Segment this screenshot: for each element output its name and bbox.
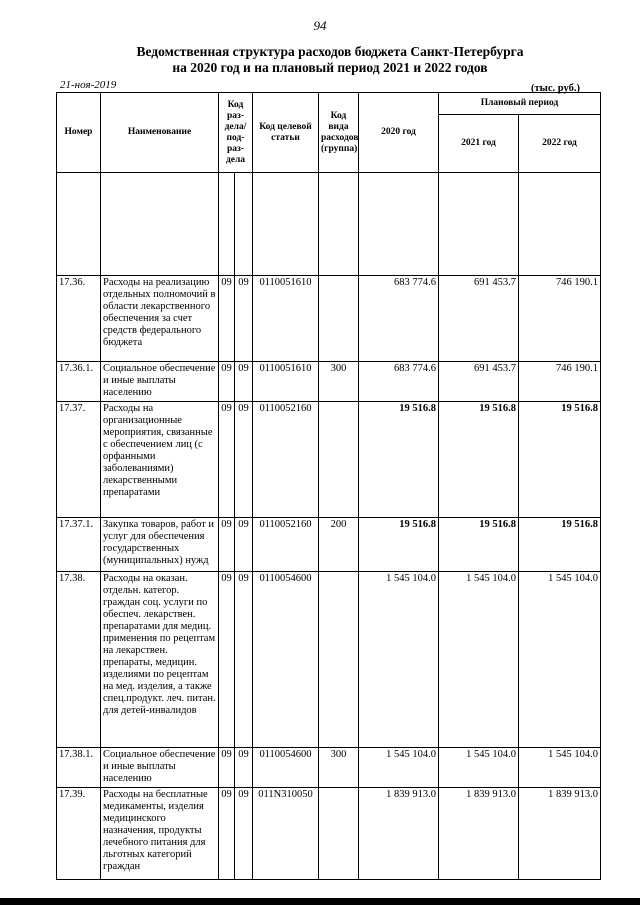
table-row	[57, 518, 601, 572]
row-2020: 683 774.6	[359, 362, 439, 402]
page-number: 94	[313, 18, 327, 33]
row-name: Социальное обеспечение и иные выплаты населению	[101, 748, 219, 788]
title-line-2: на 2020 год и на плановый период 2021 и 2022 годов	[172, 60, 488, 75]
row-2021: 19 516.8	[439, 518, 519, 572]
row-2020: 1 839 913.0	[359, 788, 439, 880]
table-body	[57, 276, 601, 880]
row-2020: 1 545 104.0	[359, 572, 439, 748]
header-planned-period: Плановый период	[439, 93, 601, 115]
row-2021: 691 453.7	[439, 276, 519, 362]
table-row	[57, 362, 601, 402]
row-section: 09	[219, 402, 235, 518]
row-subsection: 09	[235, 518, 253, 572]
header-name: Наименование	[101, 93, 219, 173]
header-2021: 2021 год	[439, 115, 519, 173]
row-number: 17.36.1.	[57, 362, 101, 402]
row-name: Расходы на оказан. отдельн. категор. граждан соц. услуги по обеспеч. лекарствен. препаратами для медиц. применения по рецептам на лекарствен. препараты, медицин. изделиями по рецептам на мед. изделия, а также спец.продукт. леч. питан. для детей-инвалидов	[101, 572, 219, 748]
header-2020: 2020 год	[359, 93, 439, 173]
header-section-code: Код раз-дела/ под-раз-дела	[219, 93, 253, 173]
row-kind: 300	[319, 748, 359, 788]
row-name: Закупка товаров, работ и услуг для обеспечения государственных (муниципальных) нужд	[101, 518, 219, 572]
row-2021: 691 453.7	[439, 362, 519, 402]
row-name: Расходы на бесплатные медикаменты, изделия медицинского назначения, продукты лечебного питания для льготных категорий граждан	[101, 788, 219, 880]
row-article: 0110054600	[253, 748, 319, 788]
row-kind: 300	[319, 362, 359, 402]
units-label: (тыс. руб.)	[531, 83, 580, 94]
title-line-1: Ведомственная структура расходов бюджета Санкт-Петербурга	[136, 44, 524, 59]
row-number: 17.37.1.	[57, 518, 101, 572]
row-2021: 1 545 104.0	[439, 572, 519, 748]
row-number: 17.38.	[57, 572, 101, 748]
row-name: Расходы на организационные мероприятия, связанные с обеспечением лиц (с орфанными заболеваниями) лекарственными препаратами	[101, 402, 219, 518]
row-kind	[319, 276, 359, 362]
header-article-code: Код целевой статьи	[253, 93, 319, 173]
header-number: Номер	[57, 93, 101, 173]
row-2021: 1 545 104.0	[439, 748, 519, 788]
row-article: 0110051610	[253, 276, 319, 362]
row-2022: 1 545 104.0	[519, 572, 601, 748]
row-2021: 1 839 913.0	[439, 788, 519, 880]
row-2020: 19 516.8	[359, 518, 439, 572]
document-date: 21-ноя-2019	[60, 79, 117, 91]
row-section: 09	[219, 748, 235, 788]
row-number: 17.38.1.	[57, 748, 101, 788]
row-number: 17.37.	[57, 402, 101, 518]
row-number: 17.36.	[57, 276, 101, 362]
row-2022: 746 190.1	[519, 362, 601, 402]
row-kind	[319, 572, 359, 748]
row-section: 09	[219, 788, 235, 880]
row-subsection: 09	[235, 402, 253, 518]
row-subsection: 09	[235, 572, 253, 748]
budget-table	[56, 92, 601, 880]
header-2022: 2022 год	[519, 115, 601, 173]
row-kind: 200	[319, 518, 359, 572]
row-article: 011N310050	[253, 788, 319, 880]
row-subsection: 09	[235, 748, 253, 788]
table-row	[57, 572, 601, 748]
document-title	[40, 44, 620, 76]
row-name: Социальное обеспечение и иные выплаты населению	[101, 362, 219, 402]
row-name: Расходы на реализацию отдельных полномочий в области лекарственного обеспечения за счет средств федерального бюджета	[101, 276, 219, 362]
row-kind	[319, 788, 359, 880]
row-2022: 19 516.8	[519, 402, 601, 518]
row-article: 0110054600	[253, 572, 319, 748]
row-article: 0110052160	[253, 402, 319, 518]
row-number: 17.39.	[57, 788, 101, 880]
header-kind-code: Код вида расходов (группа)	[319, 93, 359, 173]
row-section: 09	[219, 362, 235, 402]
table-row	[57, 788, 601, 880]
scan-edge-strip	[0, 898, 640, 905]
row-subsection: 09	[235, 276, 253, 362]
row-section: 09	[219, 518, 235, 572]
header-gap-row	[57, 173, 601, 276]
row-article: 0110051610	[253, 362, 319, 402]
row-2020: 683 774.6	[359, 276, 439, 362]
row-2020: 19 516.8	[359, 402, 439, 518]
row-2022: 746 190.1	[519, 276, 601, 362]
table-row	[57, 402, 601, 518]
row-2022: 1 839 913.0	[519, 788, 601, 880]
row-article: 0110052160	[253, 518, 319, 572]
row-section: 09	[219, 276, 235, 362]
row-2021: 19 516.8	[439, 402, 519, 518]
table-row	[57, 276, 601, 362]
row-2022: 1 545 104.0	[519, 748, 601, 788]
row-section: 09	[219, 572, 235, 748]
table-row	[57, 748, 601, 788]
row-subsection: 09	[235, 788, 253, 880]
row-2020: 1 545 104.0	[359, 748, 439, 788]
row-kind	[319, 402, 359, 518]
row-2022: 19 516.8	[519, 518, 601, 572]
row-subsection: 09	[235, 362, 253, 402]
